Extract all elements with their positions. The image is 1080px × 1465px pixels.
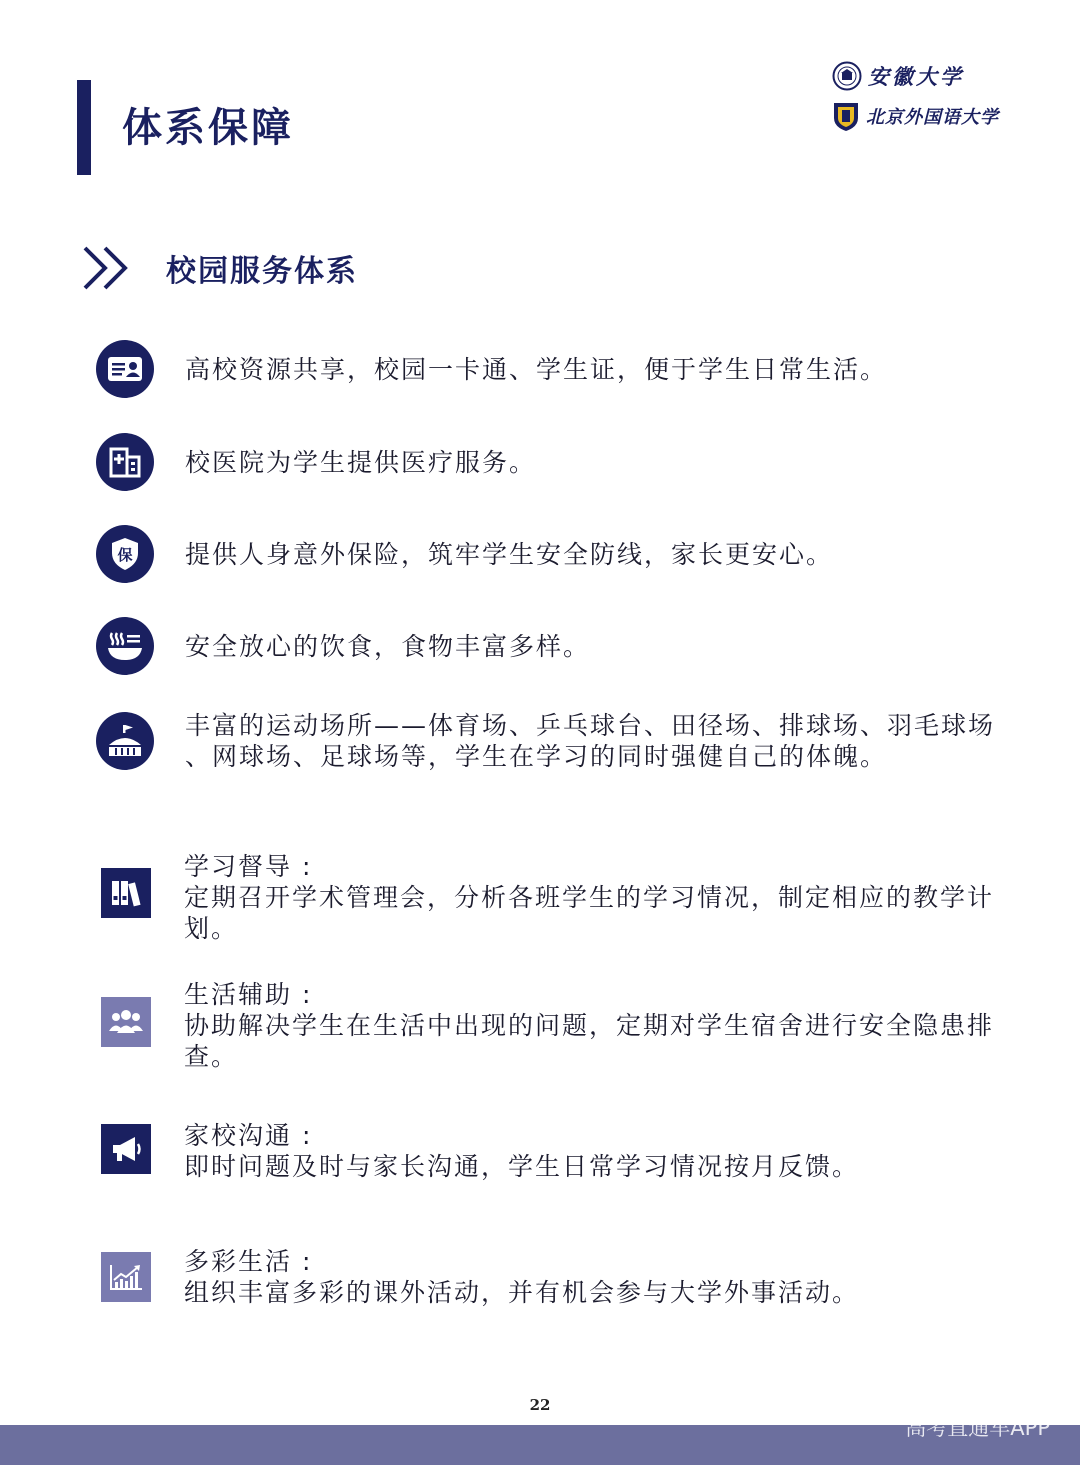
- support-title: 生活辅助 :: [184, 980, 313, 1009]
- logo-anhui-university: [832, 58, 1002, 94]
- service-text: 提供人身意外保险，筑牢学生安全防线，家长更安心。: [185, 539, 834, 569]
- support-title: 学习督导 :: [184, 852, 313, 881]
- service-text: 安全放心的饮食，食物丰富多样。: [185, 631, 591, 661]
- bfsu-crest-icon: [832, 100, 860, 132]
- logo-bfsu: [832, 98, 1002, 134]
- service-item-campus-card: [96, 340, 1005, 398]
- support-desc: 协助解决学生在生活中出现的问题，定期对学生宿舍进行安全隐患排查。: [184, 1011, 995, 1071]
- university-logos: [832, 58, 1002, 138]
- service-item-insurance: [96, 525, 1005, 583]
- page-title: 体系保障: [122, 105, 294, 151]
- logo-text-bfsu: 北京外国语大学: [866, 107, 999, 128]
- megaphone-icon: [101, 1124, 151, 1174]
- service-text: 丰富的运动场所——体育场、乒乓球台、田径场、排球场、羽毛球场 、网球场、足球场等，学生在学习的同时强健自己的体魄。: [185, 711, 996, 771]
- double-chevron-icon: [80, 244, 132, 292]
- books-icon: [101, 868, 151, 918]
- header-accent-bar: [77, 80, 91, 175]
- support-desc: 定期召开学术管理会，分析各班学生的学习情况，制定相应的教学计划。: [184, 883, 995, 943]
- anhui-university-seal-icon: [832, 61, 862, 91]
- growth-chart-icon: [101, 1252, 151, 1302]
- sports-field-icon: [96, 712, 154, 770]
- page-number: 22: [529, 1396, 551, 1414]
- section-heading: [80, 244, 358, 292]
- food-bowl-icon: [96, 617, 154, 675]
- group-icon: [101, 997, 151, 1047]
- insurance-shield-icon: [96, 525, 154, 583]
- service-item-sports: [96, 710, 1005, 772]
- service-item-food: [96, 617, 1005, 675]
- logo-text-anhui: 安徽大学: [868, 64, 964, 89]
- watermark: 高考直通车APP: [905, 1416, 1050, 1440]
- id-card-icon: [96, 340, 154, 398]
- hospital-icon: [96, 433, 154, 491]
- section-title: 校园服务体系: [166, 254, 358, 289]
- support-title: 多彩生活 :: [184, 1247, 313, 1276]
- service-item-hospital: [96, 433, 1005, 491]
- service-text: 校医院为学生提供医疗服务。: [185, 447, 537, 477]
- service-text: 高校资源共享，校园一卡通、学生证，便于学生日常生活。: [185, 354, 888, 384]
- support-desc: 组织丰富多彩的课外活动，并有机会参与大学外事活动。: [184, 1278, 860, 1307]
- support-title: 家校沟通 :: [184, 1121, 313, 1150]
- svg-text:保: 保: [117, 546, 133, 564]
- support-desc: 即时问题及时与家长沟通，学生日常学习情况按月反馈。: [184, 1152, 860, 1181]
